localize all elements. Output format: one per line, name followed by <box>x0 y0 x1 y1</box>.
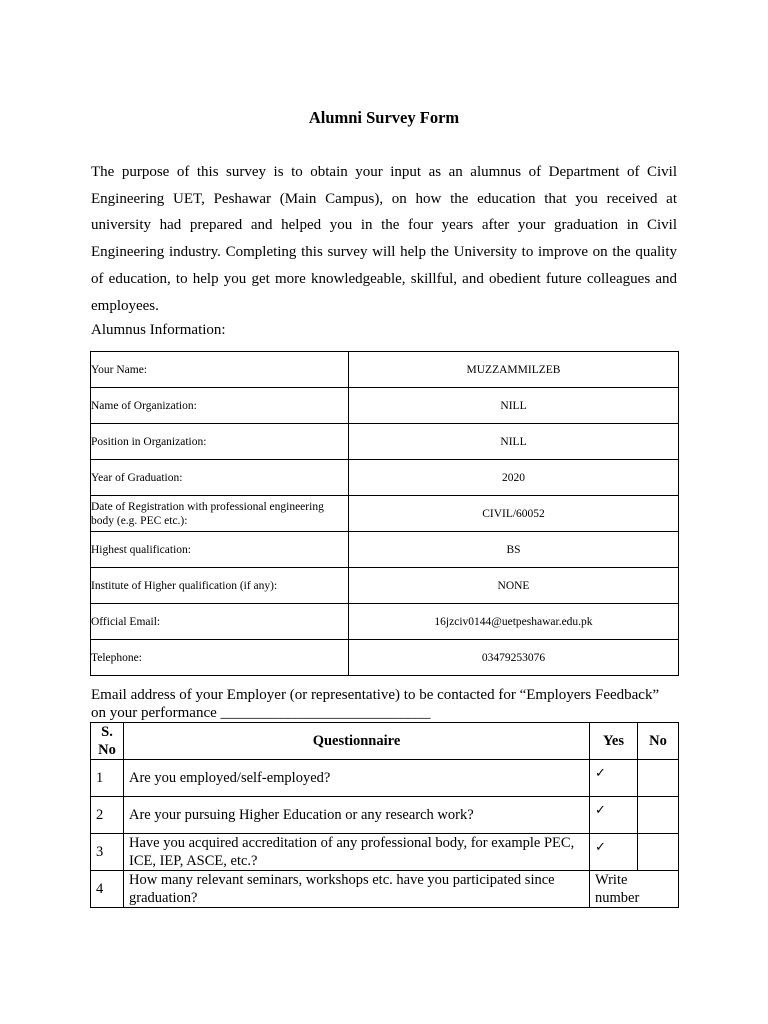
answer-cell[interactable]: Write number <box>590 871 679 908</box>
table-row <box>91 424 679 460</box>
table-row <box>91 460 679 496</box>
info-label-name: Your Name: <box>91 352 349 388</box>
info-value-email[interactable]: 16jzciv0144@uetpeshawar.edu.pk <box>349 604 679 640</box>
yes-cell[interactable] <box>590 760 638 797</box>
no-cell[interactable] <box>638 760 679 797</box>
header-sno: S. No <box>91 723 124 760</box>
info-value-registration[interactable]: CIVIL/60052 <box>349 496 679 532</box>
info-value-institute[interactable]: NONE <box>349 568 679 604</box>
no-cell[interactable] <box>638 797 679 834</box>
page-title: Alumni Survey Form <box>308 108 460 127</box>
alumnus-info-label: Alumnus Information: <box>91 322 226 338</box>
info-value-position[interactable]: NILL <box>349 424 679 460</box>
table-row <box>91 640 679 676</box>
row-number: 4 <box>91 871 124 908</box>
table-row <box>91 834 679 871</box>
question-text: How many relevant seminars, workshops etc. have you participated since graduation? <box>124 871 590 908</box>
header-no: No <box>638 723 679 760</box>
row-number: 2 <box>91 797 124 834</box>
check-icon: ✓ <box>595 802 606 818</box>
intro-paragraph: The purpose of this survey is to obtain your input as an alumnus of Department of Civil Engineering UET, Peshawar (Main Campus), on how the education that you received at university had prepared and helped you in the four years after your graduation in Civil Engineering industry. Completing this survey will help the University to improve on the quality of education, to help you get more knowledgeable, skillful, and obedient future colleagues and employees. <box>91 164 677 314</box>
info-label-graduation-year: Year of Graduation: <box>91 460 349 496</box>
info-value-name[interactable]: MUZZAMMILZEB <box>349 352 679 388</box>
question-text: Have you acquired accreditation of any professional body, for example PEC, ICE, IEP, ASCE, etc.? <box>124 834 590 871</box>
info-label-registration: Date of Registration with professional engineering body (e.g. PEC etc.): <box>91 496 349 532</box>
table-row <box>91 604 679 640</box>
table-row <box>91 760 679 797</box>
info-value-qualification[interactable]: BS <box>349 532 679 568</box>
header-yes: Yes <box>590 723 638 760</box>
row-number: 1 <box>91 760 124 797</box>
table-header-row <box>91 723 679 760</box>
info-value-graduation-year[interactable]: 2020 <box>349 460 679 496</box>
question-text: Are your pursuing Higher Education or any research work? <box>124 797 590 834</box>
info-label-qualification: Highest qualification: <box>91 532 349 568</box>
info-label-organization: Name of Organization: <box>91 388 349 424</box>
header-questionnaire: Questionnaire <box>124 723 590 760</box>
row-number: 3 <box>91 834 124 871</box>
info-value-organization[interactable]: NILL <box>349 388 679 424</box>
info-value-telephone[interactable]: 03479253076 <box>349 640 679 676</box>
check-icon: ✓ <box>595 839 606 855</box>
info-label-institute: Institute of Higher qualification (if any): <box>91 568 349 604</box>
table-row <box>91 797 679 834</box>
question-text: Are you employed/self-employed? <box>124 760 590 797</box>
info-label-position: Position in Organization: <box>91 424 349 460</box>
table-row <box>91 568 679 604</box>
info-label-email: Official Email: <box>91 604 349 640</box>
info-label-telephone: Telephone: <box>91 640 349 676</box>
alumnus-info-table <box>90 351 679 676</box>
no-cell[interactable] <box>638 834 679 871</box>
questionnaire-table <box>90 722 679 908</box>
yes-cell[interactable] <box>590 797 638 834</box>
table-row <box>91 388 679 424</box>
yes-cell[interactable] <box>590 834 638 871</box>
table-row <box>91 496 679 532</box>
employer-email-note: Email address of your Employer (or representative) to be contacted for “Employers Feedback” on your performance ____________________________ <box>91 687 660 721</box>
table-row <box>91 352 679 388</box>
table-row <box>91 871 679 908</box>
table-row <box>91 532 679 568</box>
check-icon: ✓ <box>595 765 606 781</box>
